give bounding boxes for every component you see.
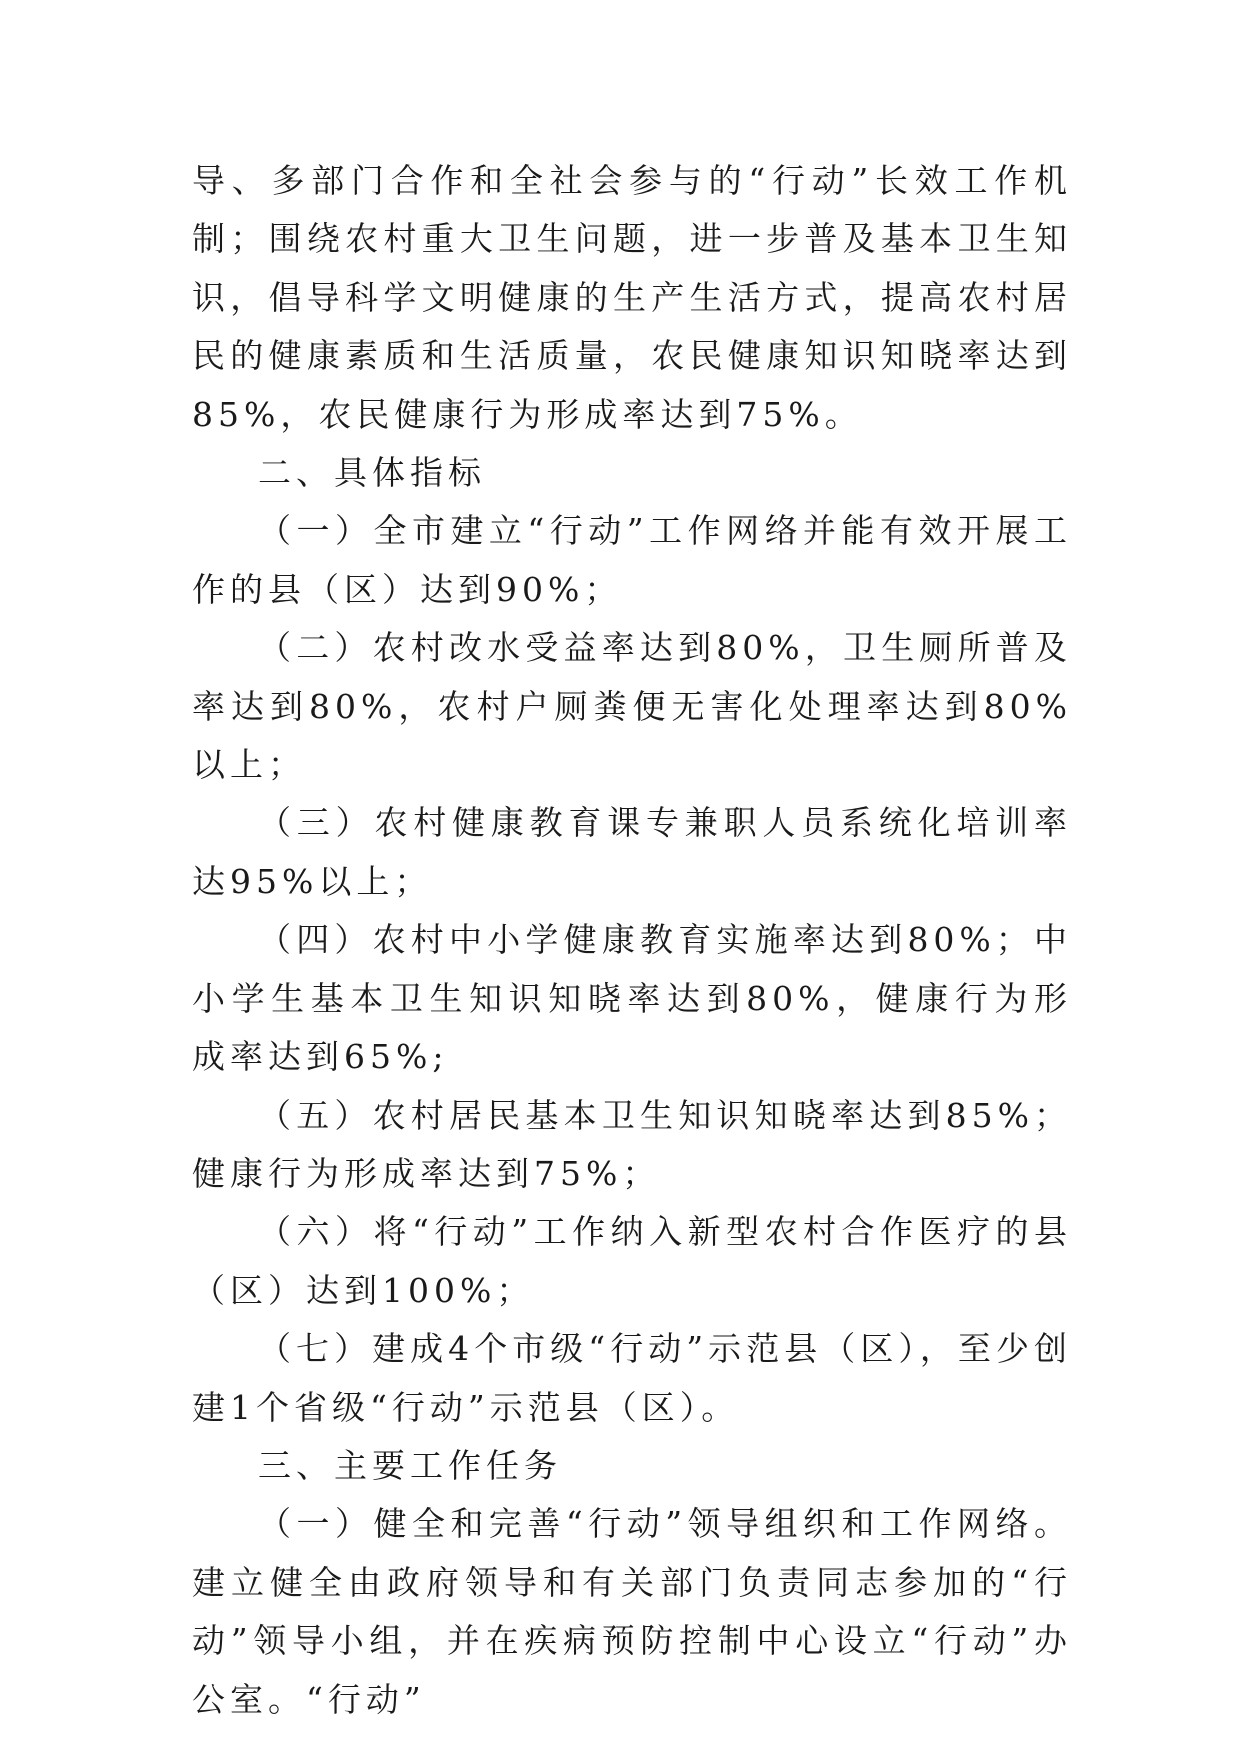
indicator-item-5: （五）农村居民基本卫生知识知晓率达到85%；健康行为形成率达到75%；	[192, 1095, 1072, 1193]
indicator-item-1: （一）全市建立“行动”工作网络并能有效开展工作的县（区）达到90%；	[192, 511, 1072, 609]
indicator-item-7: （七）建成4个市级“行动”示范县（区），至少创建1个省级“行动”示范县（区）。	[192, 1329, 1072, 1427]
indicator-item-2: （二）农村改水受益率达到80%，卫生厕所普及率达到80%，农村户厕粪便无害化处理率达到80%以上；	[192, 628, 1072, 785]
section-heading-specific-indicators: 二、具体指标	[258, 453, 486, 493]
paragraph-intro-continuation: 导、多部门合作和全社会参与的“行动”长效工作机制；围绕农村重大卫生问题，进一步普及基本卫生知识，倡导科学文明健康的生产生活方式，提高农村居民的健康素质和生活质量，农民健康知识知晓率达到85%，农民健康行为形成率达到75%。	[192, 161, 1072, 434]
indicator-item-3: （三）农村健康教育课专兼职人员系统化培训率达95%以上；	[192, 803, 1072, 901]
indicator-item-4: （四）农村中小学健康教育实施率达到80%；中小学生基本卫生知识知晓率达到80%，健康行为形成率达到65%;	[192, 920, 1072, 1077]
section-heading-main-tasks: 三、主要工作任务	[258, 1445, 562, 1485]
document-page	[192, 152, 1072, 1729]
indicator-item-6: （六）将“行动”工作纳入新型农村合作医疗的县（区）达到100%；	[192, 1212, 1072, 1310]
task-item-1: （一）健全和完善“行动”领导组织和工作网络。建立健全由政府领导和有关部门负责同志参加的“行动”领导小组，并在疾病预防控制中心设立“行动”办公室。“行动”	[192, 1504, 1072, 1719]
